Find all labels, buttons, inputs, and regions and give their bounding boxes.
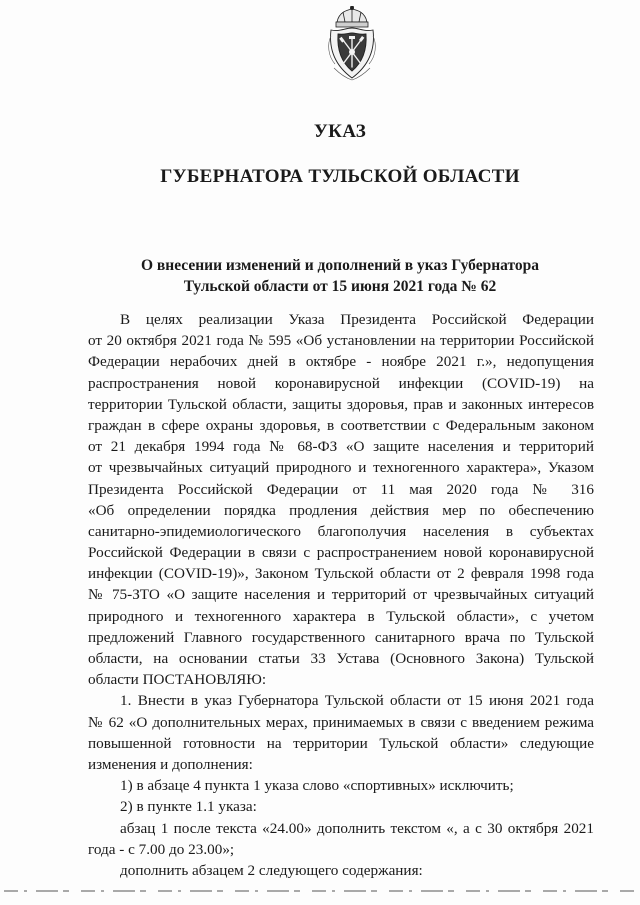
scan-edge-artifact (0, 887, 640, 895)
subject-line-1: О внесении изменений и дополнений в указ Губернатора (140, 257, 540, 274)
body-line: повышенной готовности на территории Тульской области» следующие (88, 734, 594, 752)
body-line: абзац 1 после текста «24.00» дополнить текстом «, а с 30 октября 2021 (120, 819, 594, 837)
body-line: от чрезвычайных ситуаций природного и техногенного характера», Указом (88, 459, 594, 477)
body-line: Федерации нерабочих дней в октябре - ноябре 2021 г.», недопущения (88, 353, 594, 371)
document-title: УКАЗ (313, 121, 367, 142)
body-line: года - с 7.00 до 23.00»; (88, 840, 235, 858)
body-line: В целях реализации Указа Президента Российской Федерации (120, 311, 594, 328)
body-line: санитарно-эпидемиологического благополучия населения в субъектах (88, 522, 594, 540)
body-line: природного и техногенного характера в Тульской области», с учетом (88, 607, 594, 625)
body-line: «Об определении порядка продления действия мер по обеспечению (88, 501, 594, 519)
document-subject (90, 255, 590, 297)
document-body (88, 309, 594, 881)
body-line: 2) в пункте 1.1 указа: (120, 798, 257, 816)
body-line: от 20 октября 2021 года № 595 «Об установлении на территории Российской (88, 332, 594, 350)
body-line: Российской Федерации в связи с распространением новой коронавирусной (88, 544, 594, 562)
body-line: изменения и дополнения: (88, 755, 253, 773)
body-line: области, на основании статьи 33 Устава (Основного Закона) Тульской (88, 650, 594, 667)
body-line: области ПОСТАНОВЛЯЮ: (88, 671, 267, 689)
subject-line-2: Тульской области от 15 июня 2021 года № 62 (183, 278, 497, 295)
body-line: № 62 «О дополнительных мерах, принимаемых в связи с введением режима (88, 713, 594, 731)
body-line: 1. Внести в указ Губернатора Тульской области от 15 июня 2021 года (120, 692, 594, 710)
body-line: от 21 декабря 1994 года № 68-ФЗ «О защите населения и территорий (88, 438, 594, 456)
body-line: инфекции (COVID-19)», Законом Тульской области от 2 февраля 1998 года (88, 565, 594, 583)
body-line: № 75-ЗТО «О защите населения и территорий от чрезвычайных ситуаций (88, 586, 594, 604)
coat-of-arms-icon (325, 6, 379, 82)
body-line: территории Тульской области, защиты здоровья, прав и законных интересов (88, 395, 594, 413)
document-subtitle: ГУБЕРНАТОРА ТУЛЬСКОЙ ОБЛАСТИ (160, 166, 520, 187)
body-line: граждан в сфере охраны здоровья, в соответствии с Федеральным законом (88, 416, 594, 434)
body-line: 1) в абзаце 4 пункта 1 указа слово «спортивных» исключить; (120, 777, 514, 795)
body-line: дополнить абзацем 2 следующего содержания: (120, 861, 423, 879)
body-line: Президента Российской Федерации от 11 мая 2020 года № 316 (88, 480, 594, 498)
body-line: предложений Главного государственного санитарного врача по Тульской (88, 628, 594, 646)
body-line: распространения новой коронавирусной инфекции (COVID-19) на (88, 374, 594, 392)
